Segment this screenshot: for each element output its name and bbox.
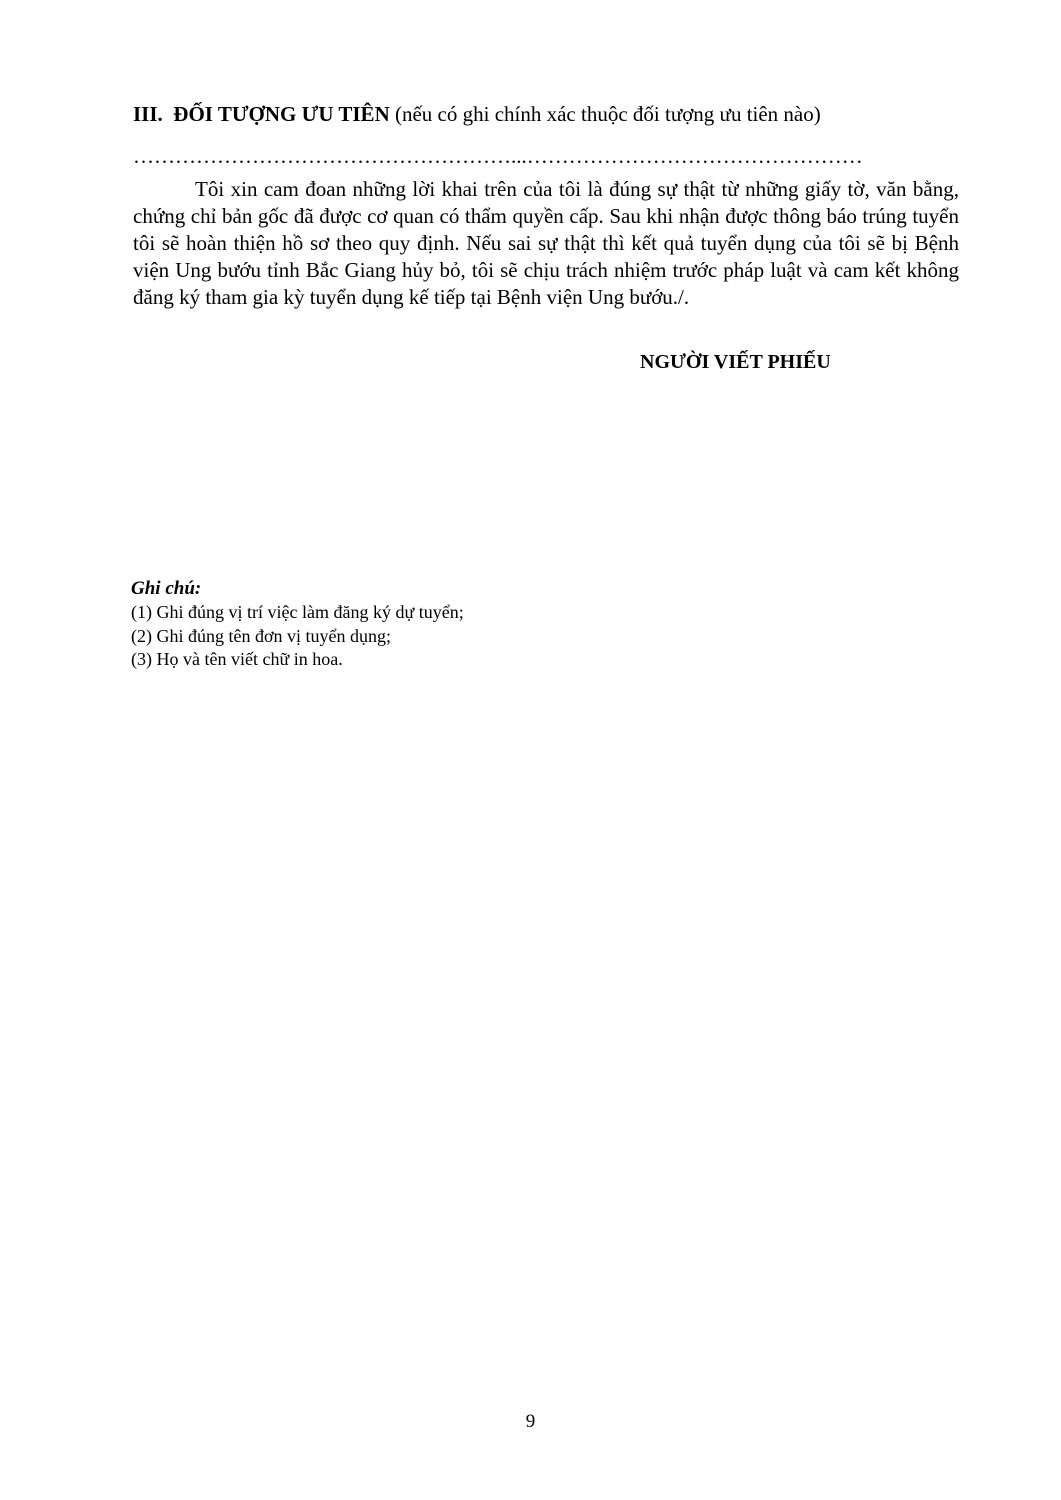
- section-number: III.: [133, 102, 163, 126]
- signature-title: NGƯỜI VIẾT PHIẾU: [640, 351, 831, 373]
- note-item: (3) Họ và tên viết chữ in hoa.: [131, 649, 343, 669]
- note-item: (2) Ghi đúng tên đơn vị tuyển dụng;: [131, 625, 391, 646]
- notes-heading: Ghi chú:: [131, 578, 202, 599]
- page-number: 9: [525, 1411, 536, 1432]
- section-title: ĐỐI TƯỢNG ƯU TIÊN: [173, 102, 390, 126]
- notes-list: [131, 601, 731, 672]
- priority-section-heading: [133, 100, 963, 128]
- commitment-paragraph: Tôi xin cam đoan những lời khai trên của tôi là đúng sự thật từ những giấy tờ, văn bằng, chứng chỉ bản gốc đã được cơ quan có thẩm quyền cấp. Sau khi nhận được thông báo trúng tuyển tôi sẽ hoàn thiện hồ sơ theo quy định. Nếu sai sự thật thì kết quả tuyển dụng của tôi sẽ bị Bệnh viện Ung bướu tỉnh Bắc Giang hủy bỏ, tôi sẽ chịu trách nhiệm trước pháp luật và cam kết không đăng ký tham gia kỳ tuyển dụng kế tiếp tại Bệnh viện Ung bướu./.: [133, 177, 959, 309]
- note-item: (1) Ghi đúng vị trí việc làm đăng ký dự tuyển;: [131, 602, 464, 622]
- section-note: (nếu có ghi chính xác thuộc đối tượng ưu tiên nào): [394, 102, 821, 126]
- notes-section: [131, 577, 731, 672]
- fill-in-dotted-line: ………………………………………………...…………………………………………: [133, 144, 863, 168]
